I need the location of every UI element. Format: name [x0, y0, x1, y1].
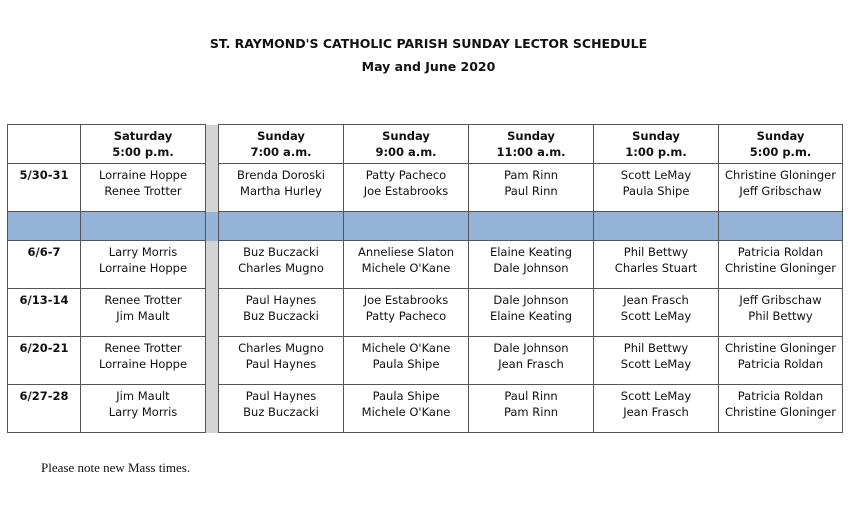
- header-day: Saturday: [113, 129, 173, 143]
- lector-name: Renee Trotter: [104, 341, 182, 355]
- lector-name: Patricia Roldan: [737, 357, 824, 371]
- table-row: [8, 289, 843, 337]
- lector-name: Michele O'Kane: [361, 341, 451, 355]
- header-day: Sunday: [507, 129, 555, 143]
- lector-cell: [719, 385, 843, 433]
- lector-name: Jim Mault: [116, 389, 170, 403]
- lector-name: Lorraine Hoppe: [98, 357, 188, 371]
- blank-cell: [594, 212, 719, 241]
- header-mass-time: [469, 125, 594, 164]
- lector-name: Christine Gloninger: [725, 405, 836, 419]
- footnote: Please note new Mass times.: [41, 460, 191, 475]
- header-mass-time: [719, 125, 843, 164]
- header-mass-time: [81, 125, 206, 164]
- lector-cell: [594, 241, 719, 289]
- lector-cell: [344, 241, 469, 289]
- lector-name: Patricia Roldan: [737, 245, 824, 259]
- lector-name: Renee Trotter: [104, 293, 182, 307]
- lector-cell: [469, 385, 594, 433]
- blank-cell: [469, 212, 594, 241]
- lector-cell: [219, 385, 344, 433]
- lector-name: Paul Haynes: [245, 389, 317, 403]
- lector-name: Jean Frasch: [623, 405, 689, 419]
- lector-name: Lorraine Hoppe: [98, 261, 188, 275]
- header-row: [8, 125, 843, 164]
- lector-name: Scott LeMay: [620, 309, 692, 323]
- lector-cell: [594, 289, 719, 337]
- lector-name: Phil Bettwy: [623, 341, 689, 355]
- header-day: Sunday: [632, 129, 680, 143]
- date-cell: 6/27-28: [8, 385, 81, 433]
- lector-cell: [469, 241, 594, 289]
- lector-name: Elaine Keating: [489, 309, 573, 323]
- lector-cell: [594, 337, 719, 385]
- header-time: 5:00 p.m.: [112, 145, 174, 159]
- lector-cell: [344, 289, 469, 337]
- lector-cell: [719, 164, 843, 212]
- lector-name: Joe Estabrooks: [363, 184, 449, 198]
- lector-name: Paul Rinn: [504, 184, 558, 198]
- blank-cell: [219, 212, 344, 241]
- lector-name: Lorraine Hoppe: [98, 168, 188, 182]
- lector-name: Paula Shipe: [372, 389, 440, 403]
- schedule-title: ST. RAYMOND'S CATHOLIC PARISH SUNDAY LECTOR SCHEDULE: [209, 36, 648, 51]
- lector-name: Paul Rinn: [504, 389, 558, 403]
- lector-name: Paula Shipe: [622, 184, 690, 198]
- header-time: 9:00 a.m.: [375, 145, 437, 159]
- gap-column: [206, 337, 219, 385]
- lector-name: Elaine Keating: [489, 245, 573, 259]
- lector-name: Christine Gloninger: [725, 168, 836, 182]
- lector-name: Phil Bettwy: [623, 245, 689, 259]
- lector-name: Jean Frasch: [498, 357, 564, 371]
- header-mass-time: [594, 125, 719, 164]
- table-row: [8, 385, 843, 433]
- lector-name: Christine Gloninger: [725, 341, 836, 355]
- lector-name: Paula Shipe: [372, 357, 440, 371]
- lector-name: Jean Frasch: [623, 293, 689, 307]
- header-time: 1:00 p.m.: [625, 145, 687, 159]
- date-cell: 6/13-14: [8, 289, 81, 337]
- lector-name: Christine Gloninger: [725, 261, 836, 275]
- lector-cell: [344, 337, 469, 385]
- lector-name: Paul Haynes: [245, 357, 317, 371]
- table-row: [8, 337, 843, 385]
- gap-column: [206, 241, 219, 289]
- blank-cell: [8, 212, 81, 241]
- blank-week-row: [8, 212, 843, 241]
- lector-name: Dale Johnson: [493, 261, 569, 275]
- header-time: 5:00 p.m.: [749, 145, 812, 159]
- lector-name: Scott LeMay: [620, 357, 692, 371]
- lector-name: Joe Estabrooks: [363, 293, 449, 307]
- gap-column: [206, 212, 219, 241]
- lector-schedule-table: [7, 124, 843, 433]
- gap-column: [206, 164, 219, 212]
- lector-cell: [469, 337, 594, 385]
- header-day: Sunday: [382, 129, 430, 143]
- lector-name: Larry Morris: [108, 405, 178, 419]
- date-cell: 6/6-7: [8, 241, 81, 289]
- lector-name: Phil Bettwy: [748, 309, 813, 323]
- lector-name: Michele O'Kane: [361, 261, 451, 275]
- header-time: 7:00 a.m.: [250, 145, 312, 159]
- lector-name: Buz Buczacki: [243, 309, 319, 323]
- lector-cell: [344, 164, 469, 212]
- lector-name: Dale Johnson: [493, 293, 569, 307]
- lector-name: Jeff Gribschaw: [739, 184, 822, 198]
- lector-name: Charles Mugno: [238, 341, 324, 355]
- lector-name: Paul Haynes: [245, 293, 317, 307]
- date-cell: 5/30-31: [8, 164, 81, 212]
- header-day: Sunday: [257, 129, 305, 143]
- lector-cell: [469, 164, 594, 212]
- lector-name: Patty Pacheco: [365, 168, 447, 182]
- lector-name: Jeff Gribschaw: [739, 293, 822, 307]
- lector-cell: [219, 337, 344, 385]
- lector-name: Scott LeMay: [620, 389, 692, 403]
- lector-name: Martha Hurley: [240, 184, 322, 198]
- lector-name: Pam Rinn: [503, 168, 559, 182]
- schedule-subtitle: May and June 2020: [361, 59, 496, 74]
- table-row: [8, 241, 843, 289]
- lector-name: Renee Trotter: [104, 184, 182, 198]
- header-day: Sunday: [756, 129, 805, 143]
- lector-name: Jim Mault: [116, 309, 170, 323]
- lector-name: Charles Stuart: [614, 261, 698, 275]
- lector-name: Buz Buczacki: [243, 245, 319, 259]
- header-date: [8, 125, 81, 164]
- date-cell: 6/20-21: [8, 337, 81, 385]
- table-row: [8, 164, 843, 212]
- lector-cell: [81, 289, 206, 337]
- lector-cell: [81, 385, 206, 433]
- lector-name: Dale Johnson: [493, 341, 569, 355]
- lector-name: Scott LeMay: [620, 168, 692, 182]
- lector-cell: [594, 164, 719, 212]
- lector-name: Larry Morris: [108, 245, 178, 259]
- gap-column: [206, 125, 219, 164]
- lector-cell: [81, 337, 206, 385]
- lector-cell: [719, 241, 843, 289]
- lector-cell: [219, 289, 344, 337]
- header-mass-time: [344, 125, 469, 164]
- blank-cell: [81, 212, 206, 241]
- lector-name: Brenda Doroski: [237, 168, 325, 182]
- header-mass-time: [219, 125, 344, 164]
- lector-name: Michele O'Kane: [361, 405, 451, 419]
- lector-cell: [719, 337, 843, 385]
- lector-cell: [594, 385, 719, 433]
- lector-name: Patricia Roldan: [737, 389, 824, 403]
- lector-cell: [219, 164, 344, 212]
- lector-cell: [469, 289, 594, 337]
- header-time: 11:00 a.m.: [496, 145, 566, 159]
- blank-cell: [344, 212, 469, 241]
- lector-cell: [719, 289, 843, 337]
- gap-column: [206, 385, 219, 433]
- lector-cell: [81, 164, 206, 212]
- lector-name: Buz Buczacki: [243, 405, 319, 419]
- gap-column: [206, 289, 219, 337]
- lector-name: Pam Rinn: [503, 405, 559, 419]
- lector-cell: [344, 385, 469, 433]
- lector-cell: [219, 241, 344, 289]
- lector-name: Patty Pacheco: [365, 309, 447, 323]
- lector-name: Anneliese Slaton: [357, 245, 455, 259]
- lector-cell: [81, 241, 206, 289]
- lector-name: Charles Mugno: [238, 261, 324, 275]
- blank-cell: [719, 212, 843, 241]
